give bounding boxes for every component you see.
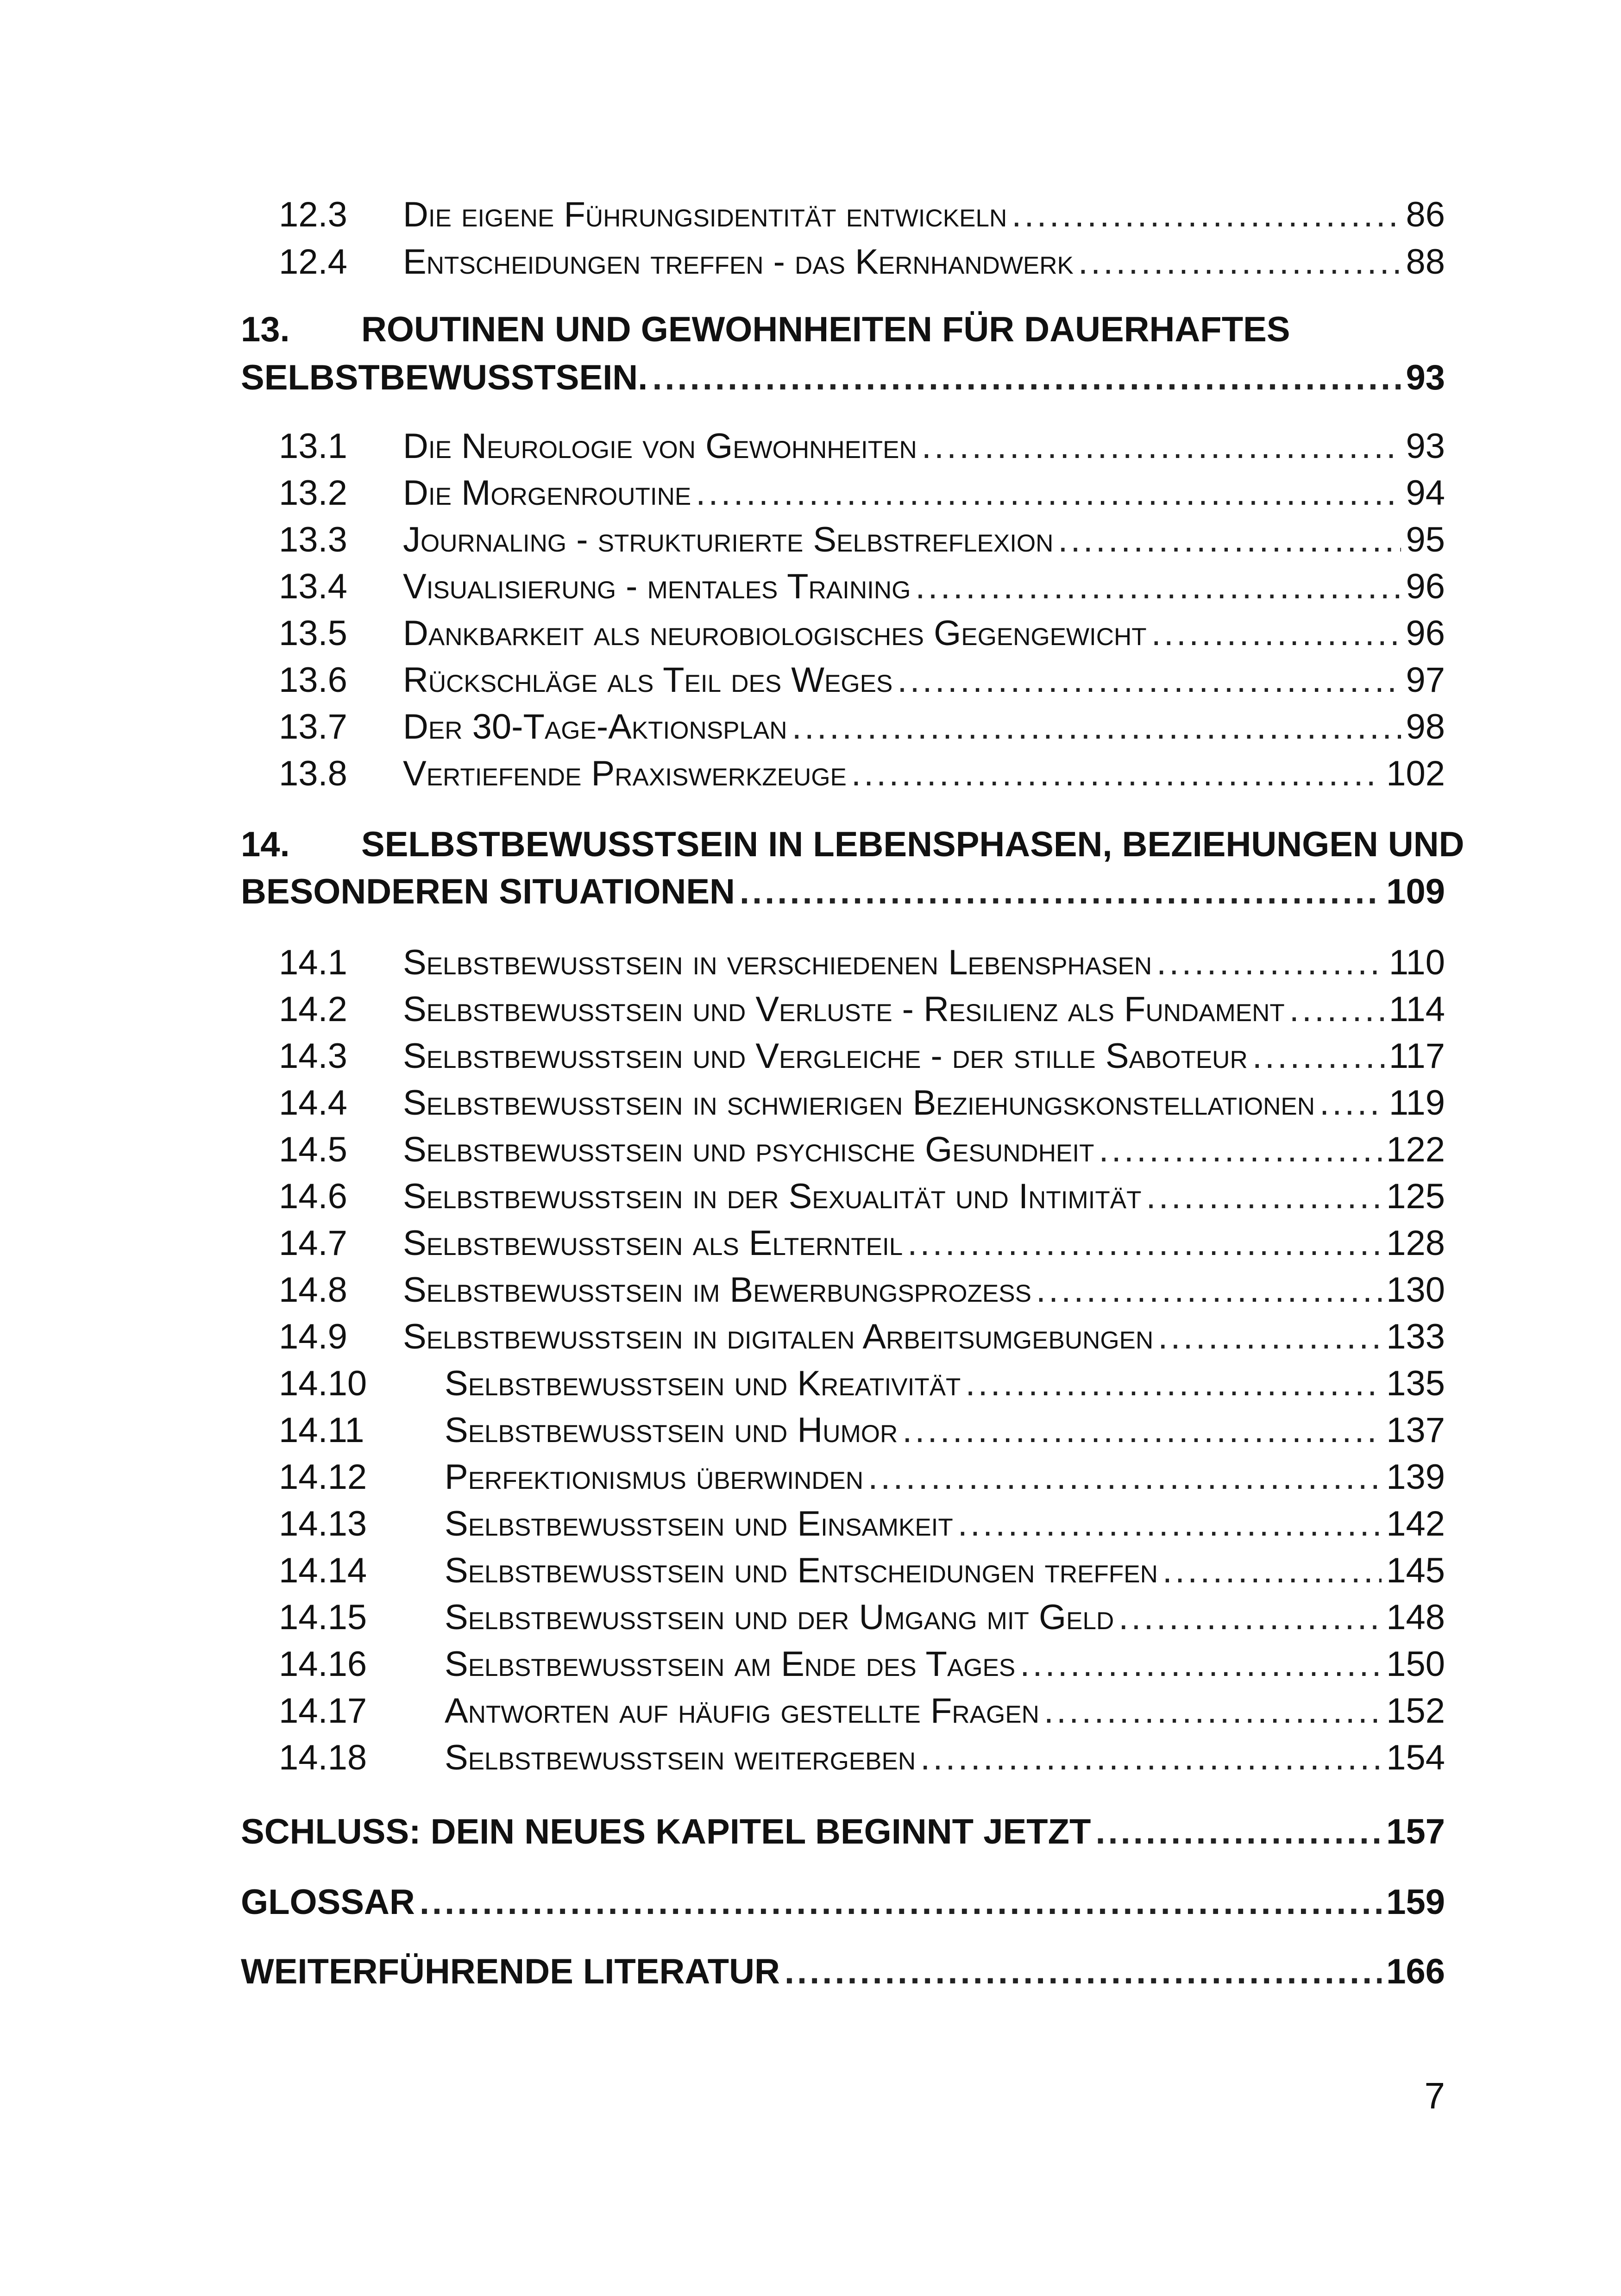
entry-number: 14.15 xyxy=(279,1598,367,1637)
entry-number: 14.14 xyxy=(279,1551,367,1590)
dot-leader xyxy=(1252,1036,1384,1076)
toc-entry[interactable] xyxy=(241,242,1445,282)
entry-number: 14.17 xyxy=(279,1691,367,1731)
entry-title: Die eigene Führungsidentität entwickeln xyxy=(403,195,1007,234)
entry-title: Journaling - strukturierte Selbstreflexion xyxy=(403,520,1054,559)
chapter-number: 13. xyxy=(241,310,290,349)
dot-leader xyxy=(868,1457,1382,1497)
toc-entry[interactable] xyxy=(241,194,1445,235)
dot-leader xyxy=(1156,942,1384,983)
toc-entry[interactable] xyxy=(241,1597,1445,1637)
entry-page: 150 xyxy=(1386,1644,1445,1684)
chapter-title-line1: ROUTINEN UND GEWOHNHEITEN FÜR DAUERHAFTES xyxy=(361,310,1290,349)
entry-page: 159 xyxy=(1386,1882,1445,1922)
entry-page: 96 xyxy=(1406,614,1445,653)
entry-title: Rückschläge als Teil des Weges xyxy=(403,660,893,700)
entry-page: 122 xyxy=(1386,1130,1445,1169)
toc-entry[interactable] xyxy=(241,1363,1445,1404)
entry-title: Selbstbewusstsein als Elternteil xyxy=(403,1223,903,1263)
entry-title: Dankbarkeit als neurobiologisches Gegengewicht xyxy=(403,614,1147,653)
entry-page: 128 xyxy=(1386,1223,1445,1263)
entry-title: Entscheidungen treffen - das Kernhandwerk xyxy=(403,242,1074,282)
entry-page: 97 xyxy=(1406,660,1445,700)
entry-page: 154 xyxy=(1386,1738,1445,1777)
entry-number: 14.6 xyxy=(279,1177,347,1216)
entry-title: Selbstbewusstsein und Einsamkeit xyxy=(445,1504,953,1543)
entry-title: Selbstbewusstsein und der Umgang mit Geld xyxy=(445,1598,1114,1637)
toc-entry[interactable] xyxy=(241,473,1445,513)
entry-page: 157 xyxy=(1386,1812,1445,1851)
entry-title: Selbstbewusstsein und psychische Gesundheit xyxy=(403,1130,1094,1169)
toc-entry[interactable] xyxy=(241,1036,1445,1076)
toc-entry-literatur[interactable] xyxy=(241,1951,1445,1992)
entry-title: GLOSSAR xyxy=(241,1882,415,1922)
dot-leader xyxy=(1078,242,1401,282)
entry-page: 142 xyxy=(1386,1504,1445,1543)
toc-entry[interactable] xyxy=(241,520,1445,560)
entry-title: Visualisierung - mentales Training xyxy=(403,567,911,606)
dot-leader xyxy=(1146,1176,1382,1217)
dot-leader xyxy=(1319,1083,1384,1123)
chapter-number: 14. xyxy=(241,825,290,864)
entry-page: 133 xyxy=(1386,1317,1445,1356)
entry-number: 14.7 xyxy=(279,1223,347,1263)
entry-title: Selbstbewusstsein und Vergleiche - der stille Saboteur xyxy=(403,1036,1248,1076)
toc-entry-glossar[interactable] xyxy=(241,1882,1445,1922)
entry-number: 14.13 xyxy=(279,1504,367,1543)
dot-leader xyxy=(785,1951,1382,1992)
entry-title: Selbstbewusstsein und Entscheidungen treffen xyxy=(445,1551,1158,1590)
toc-entry[interactable] xyxy=(241,1129,1445,1170)
toc-entry[interactable] xyxy=(241,942,1445,983)
entry-page: 114 xyxy=(1389,990,1445,1029)
dot-leader xyxy=(1099,1129,1382,1170)
entry-number: 12.4 xyxy=(279,242,347,282)
entry-title: Antworten auf häufig gestellte Fragen xyxy=(445,1691,1039,1731)
toc-entry[interactable] xyxy=(241,1317,1445,1357)
entry-number: 12.3 xyxy=(279,195,347,234)
toc-entry[interactable] xyxy=(241,989,1445,1029)
entry-title: Der 30-Tage-Aktionsplan xyxy=(403,707,787,747)
toc-entry[interactable] xyxy=(241,1270,1445,1310)
entry-number: 14.2 xyxy=(279,990,347,1029)
dot-leader xyxy=(1118,1597,1382,1637)
chapter-title-line2: SELBSTBEWUSSTSEIN. xyxy=(241,358,648,397)
page-number: 7 xyxy=(1424,2075,1445,2116)
entry-number: 14.8 xyxy=(279,1270,347,1310)
dot-leader xyxy=(696,473,1401,513)
toc-entry[interactable] xyxy=(241,566,1445,607)
dot-leader xyxy=(1289,989,1384,1029)
entry-title: Perfektionismus überwinden xyxy=(445,1457,864,1497)
toc-entry[interactable] xyxy=(241,1083,1445,1123)
entry-page: 95 xyxy=(1406,520,1445,559)
entry-page: 110 xyxy=(1389,943,1445,982)
toc-entry[interactable] xyxy=(241,1550,1445,1591)
entry-number: 13.8 xyxy=(279,754,347,793)
chapter-heading-13[interactable] xyxy=(241,309,1445,350)
dot-leader xyxy=(1044,1691,1382,1731)
dot-leader xyxy=(792,707,1401,747)
dot-leader xyxy=(1058,520,1401,560)
entry-number: 14.10 xyxy=(279,1364,367,1403)
entry-number: 13.7 xyxy=(279,707,347,747)
toc-entry[interactable] xyxy=(241,1738,1445,1778)
dot-leader xyxy=(915,566,1401,607)
entry-page: 148 xyxy=(1386,1598,1445,1637)
entry-title: Selbstbewusstsein in der Sexualität und Intimität xyxy=(403,1177,1142,1216)
entry-page: 86 xyxy=(1406,195,1445,234)
toc-entry[interactable] xyxy=(241,1176,1445,1217)
entry-page: 166 xyxy=(1386,1952,1445,1991)
entry-page: 139 xyxy=(1386,1457,1445,1497)
entry-page: 137 xyxy=(1386,1411,1445,1450)
entry-page: 145 xyxy=(1386,1551,1445,1590)
toc-entry-schluss[interactable] xyxy=(241,1812,1445,1852)
entry-number: 13.2 xyxy=(279,473,347,513)
toc-entry[interactable] xyxy=(241,613,1445,653)
toc-entry[interactable] xyxy=(241,1223,1445,1263)
toc-entry[interactable] xyxy=(241,753,1445,794)
entry-page: 96 xyxy=(1406,567,1445,606)
toc-entry[interactable] xyxy=(241,1691,1445,1731)
entry-page: 119 xyxy=(1389,1083,1445,1123)
entry-number: 14.16 xyxy=(279,1644,367,1684)
chapter-heading-13-cont[interactable] xyxy=(241,358,1445,398)
chapter-heading-14[interactable] xyxy=(241,824,1464,865)
dot-leader xyxy=(1162,1550,1382,1591)
toc-entry[interactable] xyxy=(241,1504,1445,1544)
entry-title: Selbstbewusstsein und Verluste - Resilienz als Fundament xyxy=(403,990,1285,1029)
entry-page: 93 xyxy=(1406,427,1445,466)
dot-leader xyxy=(907,1223,1382,1263)
entry-number: 14.5 xyxy=(279,1130,347,1169)
toc-entry[interactable] xyxy=(241,1644,1445,1684)
entry-page: 135 xyxy=(1386,1364,1445,1403)
entry-number: 13.6 xyxy=(279,660,347,700)
entry-page: 125 xyxy=(1386,1177,1445,1216)
toc-entry[interactable] xyxy=(241,426,1445,466)
chapter-page: 109 xyxy=(1386,872,1445,911)
entry-title: SCHLUSS: DEIN NEUES KAPITEL BEGINNT JETZT xyxy=(241,1812,1091,1851)
entry-title: Selbstbewusstsein weitergeben xyxy=(445,1738,916,1777)
dot-leader xyxy=(897,660,1401,700)
dot-leader xyxy=(958,1504,1382,1544)
dot-leader xyxy=(1012,194,1401,235)
dot-leader xyxy=(965,1363,1382,1404)
entry-page: 130 xyxy=(1386,1270,1445,1310)
toc-entry[interactable] xyxy=(241,1410,1445,1450)
entry-page: 94 xyxy=(1406,473,1445,513)
toc-entry[interactable] xyxy=(241,660,1445,700)
chapter-title-line2: BESONDEREN SITUATIONEN xyxy=(241,872,735,911)
dot-leader xyxy=(740,872,1382,912)
entry-number: 14.11 xyxy=(279,1411,364,1450)
entry-title: Die Morgenroutine xyxy=(403,473,691,513)
entry-number: 13.3 xyxy=(279,520,347,559)
entry-title: Selbstbewusstsein und Kreativität xyxy=(445,1364,961,1403)
entry-title: Selbstbewusstsein in schwierigen Beziehungskonstellationen xyxy=(403,1083,1315,1123)
entry-page: 152 xyxy=(1386,1691,1445,1731)
entry-title: WEITERFÜHRENDE LITERATUR xyxy=(241,1952,780,1991)
entry-title: Vertiefende Praxiswerkzeuge xyxy=(403,754,847,793)
entry-title: Die Neurologie von Gewohnheiten xyxy=(403,427,917,466)
entry-title: Selbstbewusstsein im Bewerbungsprozess xyxy=(403,1270,1031,1310)
entry-number: 14.1 xyxy=(279,943,347,982)
entry-number: 13.4 xyxy=(279,567,347,606)
dot-leader xyxy=(1020,1644,1382,1684)
entry-title: Selbstbewusstsein und Humor xyxy=(445,1411,898,1450)
entry-page: 88 xyxy=(1406,242,1445,282)
chapter-title-line1: SELBSTBEWUSSTSEIN IN LEBENSPHASEN, BEZIEHUNGEN UND xyxy=(361,825,1464,864)
dot-leader xyxy=(1158,1317,1382,1357)
dot-leader xyxy=(652,358,1401,398)
entry-page: 98 xyxy=(1406,707,1445,747)
dot-leader xyxy=(420,1882,1382,1922)
dot-leader xyxy=(1036,1270,1382,1310)
entry-page: 117 xyxy=(1389,1036,1445,1076)
dot-leader xyxy=(851,753,1382,794)
entry-page: 102 xyxy=(1386,754,1445,793)
entry-number: 14.4 xyxy=(279,1083,347,1123)
entry-number: 14.9 xyxy=(279,1317,347,1356)
entry-number: 13.1 xyxy=(279,427,347,466)
dot-leader xyxy=(1095,1812,1382,1852)
chapter-page: 93 xyxy=(1406,358,1445,397)
entry-title: Selbstbewusstsein am Ende des Tages xyxy=(445,1644,1016,1684)
dot-leader xyxy=(902,1410,1382,1450)
dot-leader xyxy=(1151,613,1401,653)
entry-title: Selbstbewusstsein in verschiedenen Lebensphasen xyxy=(403,943,1152,982)
entry-number: 14.3 xyxy=(279,1036,347,1076)
dot-leader xyxy=(920,1738,1382,1778)
entry-number: 13.5 xyxy=(279,614,347,653)
toc-entry[interactable] xyxy=(241,707,1445,747)
entry-title: Selbstbewusstsein in digitalen Arbeitsumgebungen xyxy=(403,1317,1154,1356)
chapter-heading-14-cont[interactable] xyxy=(241,872,1445,912)
dot-leader xyxy=(922,426,1401,466)
toc-entry[interactable] xyxy=(241,1457,1445,1497)
entry-number: 14.12 xyxy=(279,1457,367,1497)
entry-number: 14.18 xyxy=(279,1738,367,1777)
